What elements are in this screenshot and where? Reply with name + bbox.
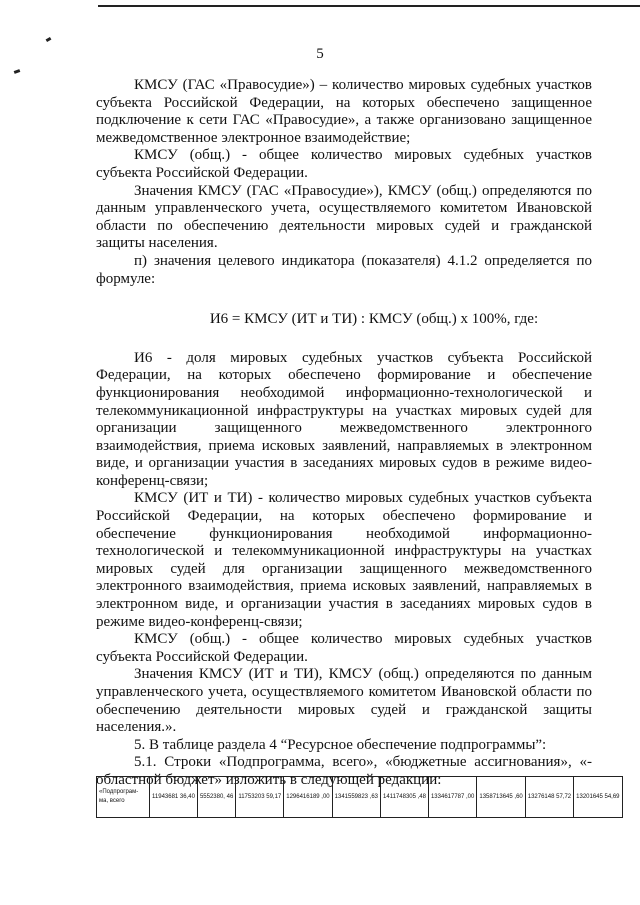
table-cell: 11943681 36,40	[150, 777, 198, 818]
table-cell: 1358713645 ,60	[477, 777, 525, 818]
table-cell: 1411748305 ,48	[381, 777, 429, 818]
paragraph: КМСУ (ГАС «Правосудие») – количество мировых судебных участков субъекта Российской Федерации, на которых обеспечено защищенное подключение к сети ГАС «Правосудие», а также организовано защищенное межведомственное электронное взаимодействие;	[96, 77, 592, 146]
table-cell: 13201645 54,69	[574, 777, 622, 818]
table-cell: 13276148 57,72	[525, 777, 573, 818]
top-rule	[98, 5, 640, 7]
paragraph: КМСУ (ИТ и ТИ) - количество мировых судебных участков субъекта Российской Федерации, на которых обеспечено формирование и обеспечение функционирования необходимой информационно-технологической и телекоммуникационной инфраструктуры на участках мировых судей для организации защищенного межведомственного электронного взаимодействия, приема исковых заявлений, направляемых в электронном виде, и организации участия в заседаниях мировых судов в режиме видео-конференц-связи;	[96, 490, 592, 630]
resource-table	[96, 776, 623, 818]
table-row-label: «Подпрограм-ма, всего	[97, 777, 150, 818]
paragraph: 5.1. Строки «Подпрограмма, всего», «бюджетные ассигнования», «- областной бюджет» изложить в следующей редакции:	[96, 754, 592, 788]
page-number: 5	[316, 46, 324, 62]
table-cell: 1341559823 ,63	[332, 777, 380, 818]
scan-mark	[14, 69, 21, 74]
paragraph: 5. В таблице раздела 4 “Ресурсное обеспечение подпрограммы”:	[134, 736, 547, 753]
table-cell: 1296416189 ,00	[284, 777, 332, 818]
table-cell: 1334617787 ,00	[428, 777, 476, 818]
paragraph: Значения КМСУ (ГАС «Правосудие»), КМСУ (общ.) определяются по данным управленческого учета, осуществляемого комитетом Ивановской области по обеспечению деятельности мировых судей и гражданской защиты населения.	[96, 182, 592, 252]
table-row	[97, 777, 623, 818]
paragraph: КМСУ (общ.) - общее количество мировых судебных участков субъекта Российской Федерации.	[96, 147, 592, 181]
formula: И6 = КМСУ (ИТ и ТИ) : КМСУ (общ.) х 100%, где:	[209, 311, 539, 328]
scan-mark	[46, 37, 52, 42]
paragraph: п) значения целевого индикатора (показателя) 4.1.2 определяется по формуле:	[96, 252, 592, 287]
paragraph: Значения КМСУ (ИТ и ТИ), КМСУ (общ.) определяются по данным управленческого учета, осуществляемого комитетом Ивановской области по обеспечению деятельности мировых судей и гражданской защиты населения.».	[96, 666, 592, 736]
table-cell: 11753203 59,17	[236, 777, 284, 818]
document-body	[96, 77, 592, 790]
paragraph: КМСУ (общ.) - общее количество мировых судебных участков субъекта Российской Федерации.	[96, 631, 592, 665]
table-cell: 5552380, 46	[197, 777, 235, 818]
paragraph: И6 - доля мировых судебных участков субъекта Российской Федерации, на которых обеспечено формирование и обеспечение функционирования необходимой информационно-технологической и телекоммуникационной инфраструктуры на участках мировых судей для организации защищенного межведомственного электронного взаимодействия, приема исковых заявлений, направляемых в электронном виде, и организации участия в заседаниях мировых судов в режиме видео-конференц-связи;	[96, 349, 592, 489]
